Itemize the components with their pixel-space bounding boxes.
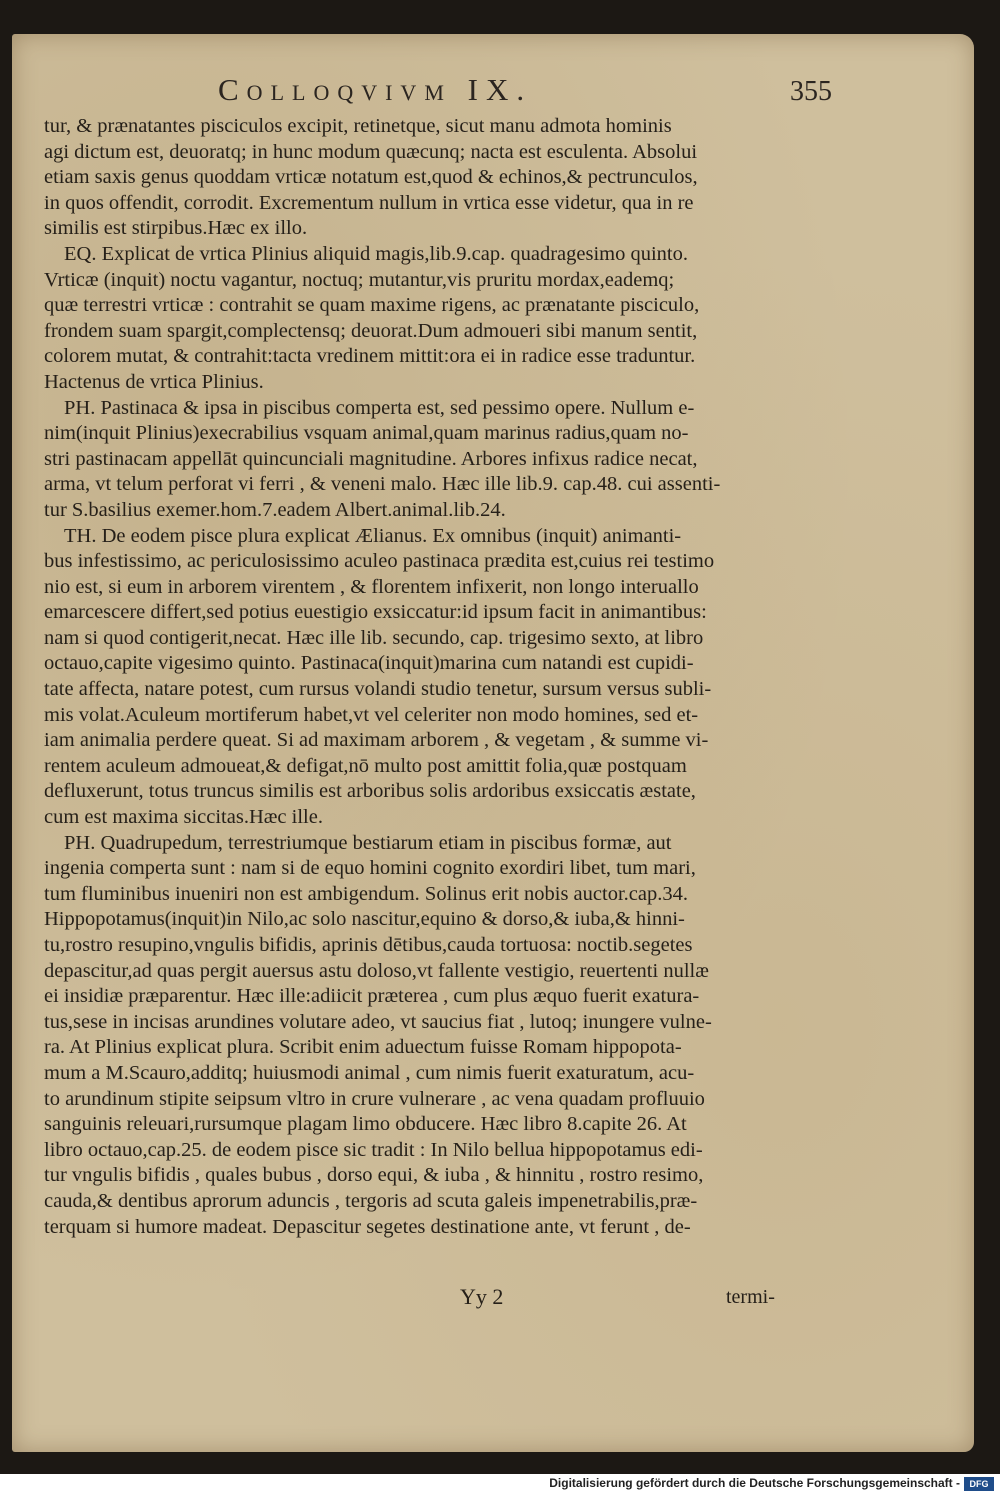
text-line	[44, 933, 826, 959]
text-line	[44, 703, 826, 729]
line-text: agi dictum est, deuoratq; in hunc modum quæcunq; nacta est esculenta. Absolui	[44, 140, 698, 163]
text-line	[44, 575, 826, 601]
line-text: quæ terrestri vrticæ : contrahit se quam maxime rigens, ac prænatante pisciculo,	[44, 294, 700, 317]
text-line	[44, 882, 826, 908]
text-line	[44, 293, 826, 319]
line-text: mum a M.Scauro,additq; huiusmodi animal , cum nimis fuerit exaturatum, acu-	[44, 1061, 695, 1084]
paragraph	[44, 831, 826, 1241]
text-line	[44, 959, 826, 985]
body-text	[44, 114, 826, 1240]
line-text: Quadrupedum, terrestriumque bestiarum etiam in piscibus formæ, aut	[95, 831, 672, 854]
line-text: Hippopotamus(inquit)in Nilo,ac solo nascitur,equino & dorso,& iuba,& hinni-	[44, 908, 685, 931]
line-text: stri pastinacam appellāt quincunciali magnitudine. Arbores infixus radice necat,	[44, 447, 698, 470]
line-text: arma, vt telum perforat vi ferri , & veneni malo. Hæc ille lib.9. cap.48. cui assenti-	[44, 473, 721, 496]
book-page	[12, 34, 974, 1452]
catchword: termi-	[726, 1286, 775, 1308]
running-head	[30, 72, 960, 112]
line-text: Vrticæ (inquit) noctu vagantur, noctuq; mutantur,vis pruritu mordax,eademq;	[44, 268, 675, 291]
text-line	[44, 626, 826, 652]
line-text: tu,rostro resupino,vngulis bifidis, aprinis dētibus,cauda tortuosa: noctib.segetes	[44, 934, 693, 956]
text-line	[44, 1087, 826, 1113]
line-text: emarcescere differt,sed potius euestigio exsiccatur:id ipsum facit in animantibus:	[44, 601, 707, 624]
text-line	[44, 728, 826, 754]
paragraph	[44, 396, 826, 524]
text-line	[44, 396, 826, 422]
dfg-logo: DFG	[964, 1477, 994, 1491]
line-text: mis volat.Aculeum mortiferum habet,vt vel celeriter non modo homines, sed et-	[44, 703, 699, 726]
line-text: tur S.basilius exemer.hom.7.eadem Albert.animal.lib.24.	[44, 498, 506, 521]
paragraph	[44, 242, 826, 396]
signature-mark: Yy 2	[460, 1284, 504, 1309]
credit-bar	[0, 1474, 1000, 1494]
line-text: ei insidiæ præparentur. Hæc ille:adiicit præterea , cum plus æquo fuerit exatura-	[44, 985, 700, 1008]
text-line	[44, 856, 826, 882]
text-line	[44, 549, 826, 575]
speaker-label: EQ.	[64, 242, 97, 265]
line-text: libro octauo,cap.25. de eodem pisce sic tradit : In Nilo bellua hippopotamus edi-	[44, 1138, 703, 1161]
text-line	[44, 651, 826, 677]
credit-text: Digitalisierung gefördert durch die Deutsche Forschungsgemeinschaft -	[549, 1476, 960, 1490]
line-text: Hactenus de vrtica Plinius.	[44, 370, 264, 393]
line-text: ingenia comperta sunt : nam si de equo homini cognito exordiri libet, tum mari,	[44, 857, 696, 880]
line-text: terquam si humore madeat. Depascitur segetes destinatione ante, vt ferunt , de-	[44, 1215, 691, 1238]
speaker-label: TH.	[64, 524, 97, 547]
text-line	[44, 1035, 826, 1061]
line-text: sanguinis releuari,rursumque plagam limo obducere. Hæc libro 8.capite 26. At	[44, 1113, 687, 1136]
line-text: frondem suam spargit,complectensq; deuorat.Dum admoueri sibi manum sentit,	[44, 319, 698, 342]
text-line	[44, 268, 826, 294]
text-line	[44, 805, 826, 831]
line-text: rentem aculeum admoueat,& defigat,nō multo post amittit folia,quæ postquam	[44, 754, 687, 777]
text-line	[44, 1138, 826, 1164]
line-text: ra. At Plinius explicat plura. Scribit enim aduectum fuisse Romam hippopota-	[44, 1036, 682, 1059]
text-line	[44, 754, 826, 780]
line-text: cauda,& dentibus aprorum aduncis , tergoris ad scuta galeis impenetrabilis,præ-	[44, 1189, 698, 1212]
line-text: tur, & prænatantes pisciculos excipit, retinetque, sicut manu admota hominis	[44, 115, 672, 137]
line-text: nio est, si eum in arborem virentem , & florentem infixerit, non longo interuallo	[44, 575, 699, 598]
line-text: depascitur,ad quas pergit auersus astu doloso,vt fallente vestigio, reuertenti nullæ	[44, 959, 709, 982]
page-content	[30, 34, 960, 1452]
line-text: in quos offendit, corrodit. Excrementum nullum in vrtica esse videtur, qua in re	[44, 191, 694, 214]
text-line	[44, 447, 826, 473]
running-title: Colloqvivm IX.	[218, 72, 533, 107]
text-line	[44, 498, 826, 524]
text-line	[44, 421, 826, 447]
line-text: iam animalia perdere queat. Si ad maximam arborem , & vegetam , & summe vi-	[44, 729, 709, 752]
line-text: similis est stirpibus.Hæc ex illo.	[44, 217, 308, 240]
text-line	[44, 1010, 826, 1036]
text-line	[44, 370, 826, 396]
text-line	[44, 600, 826, 626]
line-text: nim(inquit Plinius)execrabilius vsquam animal,quam marinus radius,quam no-	[44, 422, 689, 445]
text-line	[44, 216, 826, 242]
line-text: etiam saxis genus quoddam vrticæ notatum est,quod & echinos,& pectrunculos,	[44, 166, 698, 189]
text-line	[44, 242, 826, 268]
line-text: bus infestissimo, ac periculosissimo aculeo pastinaca prædita est,cuius rei testimo	[44, 550, 715, 573]
text-line	[44, 140, 826, 166]
line-text: tur vngulis bifidis , quales bubus , dorso equi, & iuba , & hinnitu , rostro resimo,	[44, 1164, 704, 1187]
line-text: Explicat de vrtica Plinius aliquid magis,lib.9.cap. quadragesimo quinto.	[96, 242, 688, 265]
text-line	[44, 114, 826, 140]
text-line	[44, 984, 826, 1010]
line-text: tate affecta, natare potest, cum rursus volandi studio tenetur, sursum versus subli-	[44, 678, 712, 701]
paragraph	[44, 114, 826, 242]
line-text: Pastinaca & ipsa in piscibus comperta est, sed pessimo opere. Nullum e-	[95, 396, 695, 419]
text-line	[44, 319, 826, 345]
line-text: tus,sese in incisas arundines volutare adeo, vt saucius fiat , lutoq; inungere vulne-	[44, 1010, 712, 1033]
text-line	[44, 1163, 826, 1189]
speaker-label: PH.	[64, 396, 96, 419]
text-line	[44, 472, 826, 498]
line-text: to arundinum stipite seipsum vltro in crure vulnerare , ac vena quadam profluuio	[44, 1087, 705, 1110]
line-text: tum fluminibus inueniri non est ambigendum. Solinus erit nobis auctor.cap.34.	[44, 882, 688, 905]
page-footer	[30, 1284, 960, 1320]
text-line	[44, 779, 826, 805]
text-line	[44, 344, 826, 370]
line-text: nam si quod contigerit,necat. Hæc ille lib. secundo, cap. trigesimo sexto, at libro	[44, 626, 704, 649]
text-line	[44, 191, 826, 217]
line-text: octauo,capite vigesimo quinto. Pastinaca(inquit)marina cum natandi est cupidi-	[44, 652, 694, 675]
speaker-label: PH.	[64, 831, 96, 854]
line-text: colorem mutat, & contrahit:tacta vredinem mittit:ora ei in radice esse traduntur.	[44, 345, 696, 368]
text-line	[44, 1215, 826, 1241]
text-line	[44, 677, 826, 703]
line-text: De eodem pisce plura explicat Ælianus. Ex omnibus (inquit) animanti-	[96, 524, 682, 547]
page-number: 355	[790, 76, 832, 107]
text-line	[44, 524, 826, 550]
text-line	[44, 831, 826, 857]
paragraph	[44, 524, 826, 831]
text-line	[44, 907, 826, 933]
text-line	[44, 1189, 826, 1215]
text-line	[44, 1061, 826, 1087]
line-text: defluxerunt, totus truncus similis est arboribus solis ardoribus exsiccatis æstate,	[44, 780, 696, 803]
text-line	[44, 1112, 826, 1138]
line-text: cum est maxima siccitas.Hæc ille.	[44, 806, 323, 829]
text-line	[44, 165, 826, 191]
